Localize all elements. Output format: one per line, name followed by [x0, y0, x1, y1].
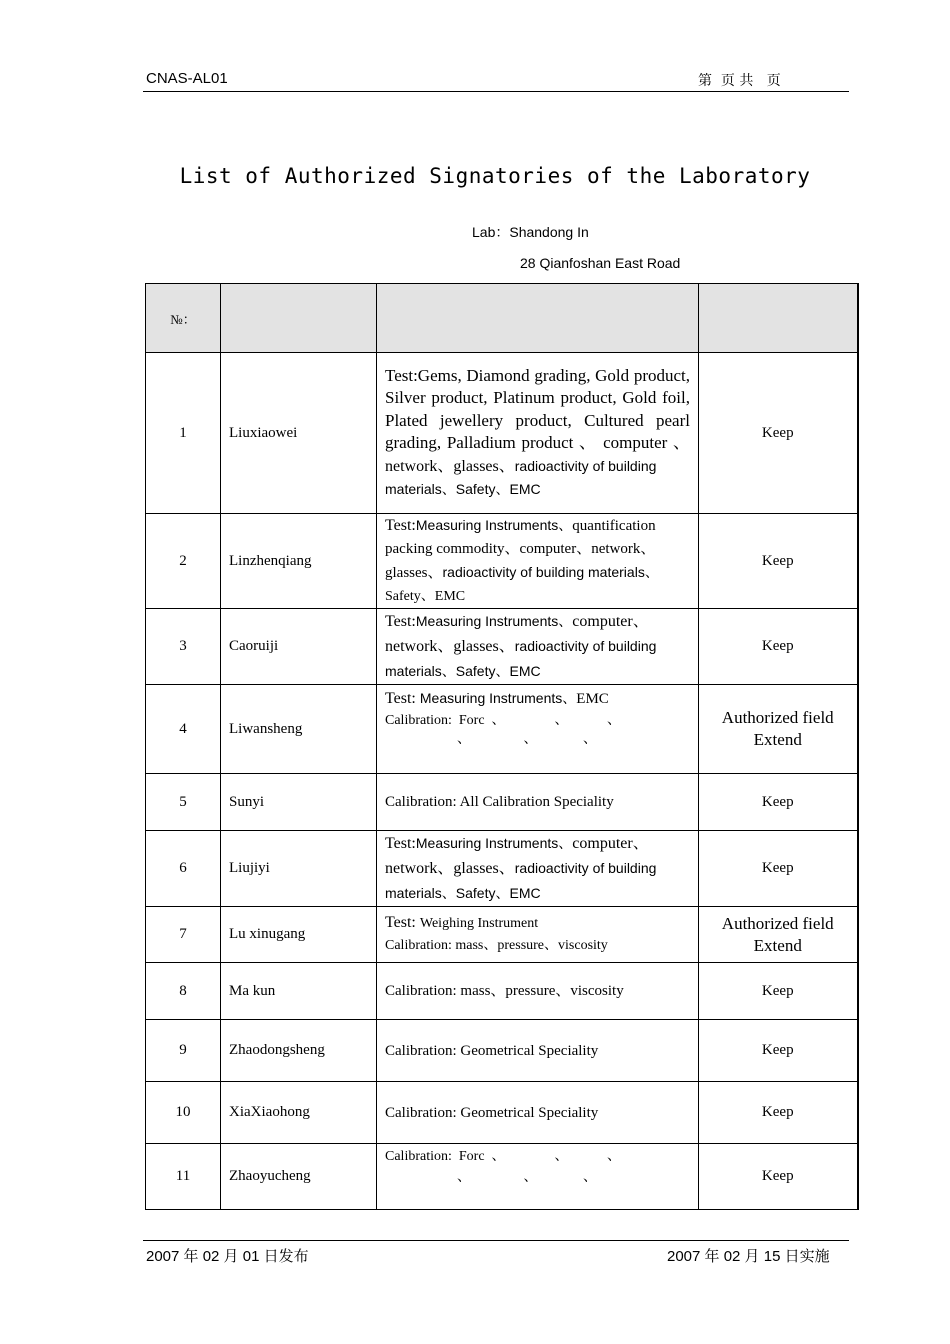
note-cell: Keep — [699, 353, 858, 514]
field-text: Test:Gems, Diamond grading, Gold product, Silver product, Platinum product, Gold foil, Plated jewellery product, Cultured pearl grading, Palladium product 、 computer 、 — [385, 365, 690, 452]
row-number: 2 — [146, 514, 221, 609]
authorized-field — [377, 609, 699, 685]
field-text: materials、Safety、EMC — [385, 480, 541, 497]
field-text: Measuring Instruments、 — [415, 835, 573, 851]
row-number: 9 — [146, 1020, 221, 1082]
field-text: radioactivity of building — [514, 638, 657, 654]
field-text: EMC — [576, 691, 609, 707]
row-number: 4 — [146, 685, 221, 774]
field-text: Calibration: Forc 、 、 、 — [385, 713, 622, 728]
table-row — [146, 514, 858, 609]
field-text: network、glasses、 — [385, 457, 515, 475]
signatory-name: Liujiyi — [221, 831, 377, 907]
signatory-name: Sunyi — [221, 774, 377, 831]
header-number: №： — [146, 284, 221, 353]
note-cell: Keep — [699, 1082, 858, 1144]
authorized-field: Calibration: Geometrical Speciality — [377, 1082, 699, 1144]
authorized-field: Calibration: All Calibration Speciality — [377, 774, 699, 831]
signatory-name: Liwansheng — [221, 685, 377, 774]
signatory-name: Ma kun — [221, 963, 377, 1020]
note-cell: Authorized field Extend — [699, 907, 858, 963]
signatory-name: Zhaoyucheng — [221, 1144, 377, 1210]
effective-date: 2007 年 02 月 15 日实施 — [667, 1248, 830, 1265]
header-rule — [143, 91, 849, 92]
authorized-field — [377, 353, 699, 514]
table-row — [146, 1082, 858, 1144]
note-cell: Keep — [699, 514, 858, 609]
field-text: computer、network、glasses、 — [385, 835, 649, 877]
signatory-name: Linzhenqiang — [221, 514, 377, 609]
field-text: radioactivity of building — [514, 457, 657, 474]
note-cell: Authorized field Extend — [699, 685, 858, 774]
table-row — [146, 1144, 858, 1210]
table-row — [146, 609, 858, 685]
authorized-field: Calibration: Geometrical Speciality — [377, 1020, 699, 1082]
page-title: List of Authorized Signatories of the Laboratory — [179, 164, 811, 188]
field-text: Safety、EMC — [385, 589, 466, 604]
field-text: Test: — [385, 690, 420, 707]
header-note — [699, 284, 858, 353]
row-number: 6 — [146, 831, 221, 907]
footer-rule — [143, 1240, 849, 1241]
field-text: computer、network、glasses、 — [385, 613, 649, 655]
field-text: Test: — [385, 835, 416, 852]
lab-name: Lab：Shandong In — [472, 224, 589, 240]
note-cell: Keep — [699, 1144, 858, 1210]
row-number: 7 — [146, 907, 221, 963]
field-text: 、 、 、 — [457, 732, 597, 747]
table-row — [146, 907, 858, 963]
signatory-name: Caoruiji — [221, 609, 377, 685]
row-number: 11 — [146, 1144, 221, 1210]
note-cell: Keep — [699, 1020, 858, 1082]
row-number: 5 — [146, 774, 221, 831]
authorized-field — [377, 831, 699, 907]
note-cell: Keep — [699, 609, 858, 685]
field-text: Measuring Instruments、 — [415, 517, 573, 533]
table-row — [146, 685, 858, 774]
issue-date: 2007 年 02 月 01 日发布 — [146, 1248, 309, 1265]
field-text: quantification packing commodity、computer、network、glasses、 — [385, 518, 656, 581]
header-name — [221, 284, 377, 353]
field-text: Calibration: mass、pressure、viscosity — [385, 938, 608, 953]
signatory-name: XiaXiaohong — [221, 1082, 377, 1144]
field-text: Measuring Instruments、 — [419, 690, 577, 706]
table-row — [146, 774, 858, 831]
row-number: 8 — [146, 963, 221, 1020]
page-number-label: 第 页 共 页 — [698, 73, 781, 89]
row-number: 10 — [146, 1082, 221, 1144]
table-header-row — [146, 284, 858, 353]
table-row — [146, 831, 858, 907]
signatory-name: Zhaodongsheng — [221, 1020, 377, 1082]
table-row — [146, 1020, 858, 1082]
field-text: materials、Safety、EMC — [385, 885, 541, 901]
field-text: Weighing Instrument — [419, 916, 539, 931]
authorized-field — [377, 1144, 699, 1210]
lab-address: 28 Qianfoshan East Road — [520, 255, 681, 271]
authorized-field: Calibration: mass、pressure、viscosity — [377, 963, 699, 1020]
note-cell: Keep — [699, 774, 858, 831]
field-text: radioactivity of building — [514, 860, 657, 876]
field-text: Calibration: Forc 、 、 、 — [385, 1149, 622, 1164]
table-row — [146, 353, 858, 514]
note-cell: Keep — [699, 963, 858, 1020]
field-text: Test: — [385, 613, 416, 630]
document-code: CNAS-AL01 — [146, 70, 228, 87]
signatories-table — [145, 283, 859, 1210]
field-text: materials、Safety、EMC — [385, 663, 541, 679]
table-row — [146, 963, 858, 1020]
field-text: Test: — [385, 914, 420, 931]
row-number: 3 — [146, 609, 221, 685]
row-number: 1 — [146, 353, 221, 514]
signatory-name: Lu xinugang — [221, 907, 377, 963]
authorized-field — [377, 514, 699, 609]
field-text: Measuring Instruments、 — [415, 613, 573, 629]
authorized-field — [377, 907, 699, 963]
authorized-field — [377, 685, 699, 774]
note-cell: Keep — [699, 831, 858, 907]
field-text: Test: — [385, 517, 416, 534]
field-text: radioactivity of building materials、 — [442, 564, 659, 580]
header-field — [377, 284, 699, 353]
field-text: 、 、 、 — [457, 1170, 597, 1185]
signatory-name: Liuxiaowei — [221, 353, 377, 514]
